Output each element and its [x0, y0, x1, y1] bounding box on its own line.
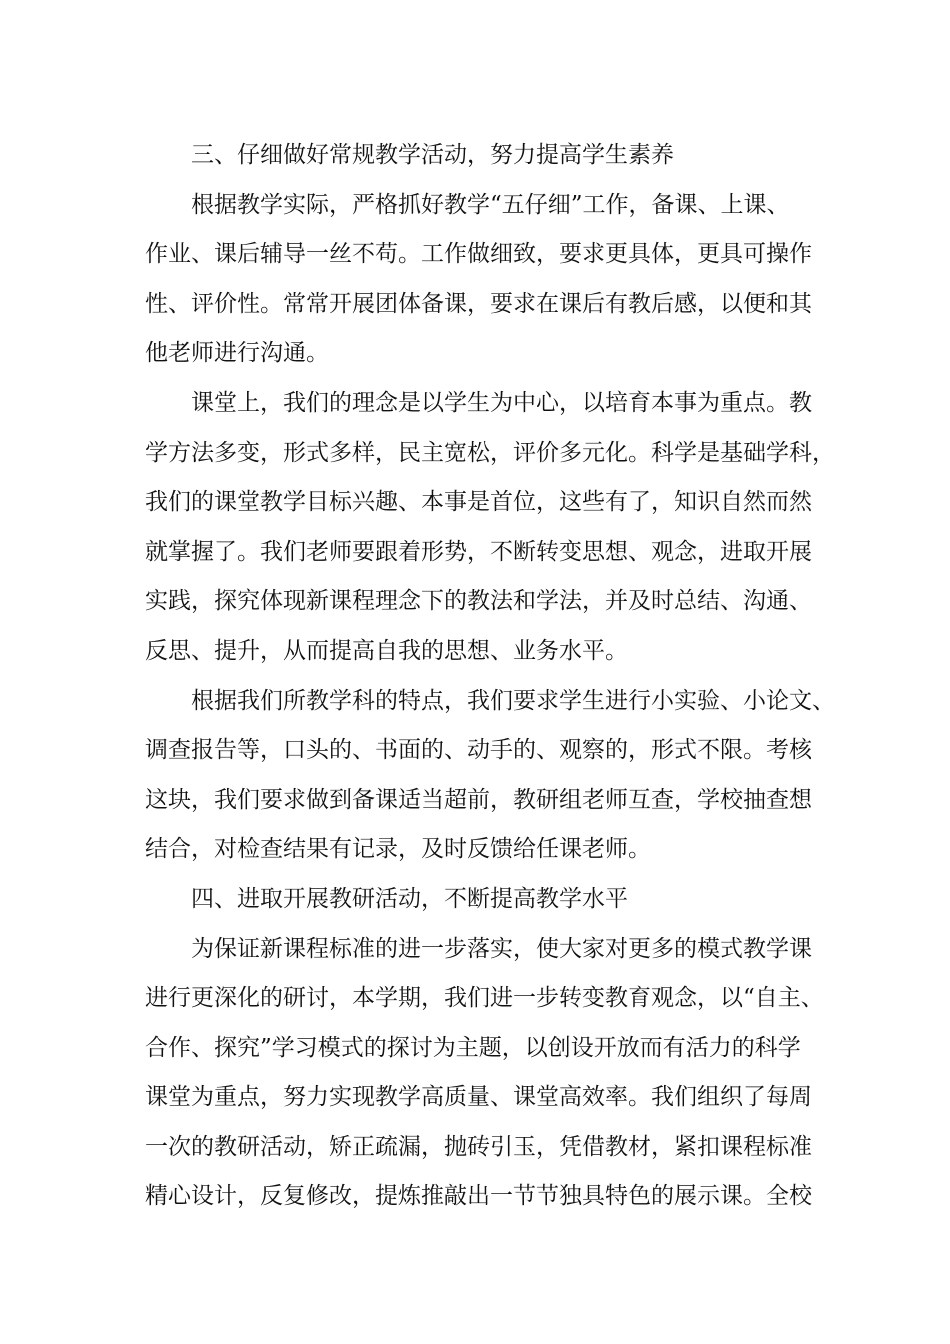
paragraph-line: 调查报告等，口头的、书面的、动手的、观察的，形式不限。考核: [145, 737, 812, 764]
paragraph-line: 课堂上，我们的理念是以学生为中心，以培育本事为重点。教: [191, 389, 812, 416]
section-heading-3: 三、仔细做好常规教学活动，努力提高学生素养: [191, 142, 674, 168]
paragraph-line: 他老师进行沟通。: [145, 340, 329, 367]
paragraph-line: 结合，对检查结果有记录，及时反馈给任课老师。: [145, 836, 651, 863]
paragraph-line: 作业、课后辅导一丝不苟。工作做细致，要求更具体，更具可操作: [145, 241, 812, 268]
paragraph-lesson-preparation: [145, 181, 825, 379]
paragraph-line: 这块，我们要求做到备课适当超前，教研组老师互查，学校抽查想: [145, 786, 812, 813]
paragraph-line: 反思、提升，从而提高自我的思想、业务水平。: [145, 637, 628, 664]
paragraph-line: 学方法多变，形式多样，民主宽松，评价多元化。科学是基础学科，: [145, 439, 835, 466]
paragraph-line: 进行更深化的研讨，本学期，我们进一步转变教育观念，以“自主、: [145, 985, 824, 1012]
paragraph-line: 根据教学实际，严格抓好教学“五仔细”工作，备课、上课、: [191, 191, 790, 218]
paragraph-assessment: [145, 677, 835, 875]
paragraph-line: 根据我们所教学科的特点，我们要求学生进行小实验、小论文、: [191, 687, 835, 714]
paragraph-teaching-research: [145, 925, 825, 1223]
paragraph-line: 性、评价性。常常开展团体备课，要求在课后有教后感，以便和其: [145, 290, 812, 317]
paragraph-line: 为保证新课程标准的进一步落实，使大家对更多的模式教学课: [191, 935, 812, 962]
paragraph-line: 就掌握了。我们老师要跟着形势，不断转变思想、观念，进取开展: [145, 538, 812, 565]
section-heading-4: 四、进取开展教研活动，不断提高教学水平: [191, 885, 628, 912]
paragraph-line: 精心设计，反复修改，提炼推敲出一节节独具特色的展示课。全校: [145, 1183, 812, 1210]
paragraph-line: 课堂为重点，努力实现教学高质量、课堂高效率。我们组织了每周: [145, 1084, 812, 1111]
paragraph-classroom-philosophy: [145, 379, 835, 677]
paragraph-line: 合作、探究”学习模式的探讨为主题，以创设开放而有活力的科学: [145, 1034, 801, 1061]
document-body: [145, 131, 835, 1222]
paragraph-line: 我们的课堂教学目标兴趣、本事是首位，这些有了，知识自然而然: [145, 489, 812, 516]
paragraph-line: 实践，探究体现新课程理念下的教法和学法，并及时总结、沟通、: [145, 588, 812, 615]
paragraph-line: 一次的教研活动，矫正疏漏，抛砖引玉，凭借教材，紧扣课程标准: [145, 1133, 812, 1160]
